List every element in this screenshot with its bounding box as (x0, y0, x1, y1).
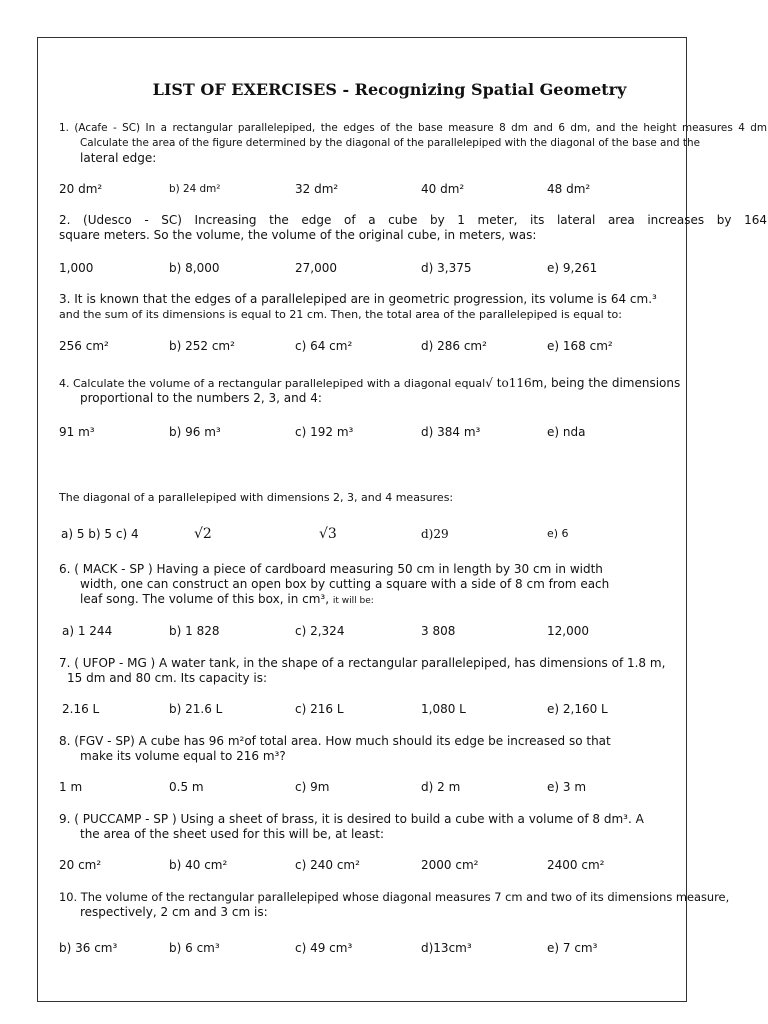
option: 32 dm² (295, 182, 339, 196)
option: 256 cm² (59, 339, 109, 353)
question-2 (59, 213, 767, 243)
question-6-options (59, 623, 759, 639)
question-3-line-2: and the sum of its dimensions is equal to 21 cm. Then, the total area of the parallelepiped is equal to: (59, 308, 622, 321)
page-title: LIST OF EXERCISES - Recognizing Spatial Geometry (152, 80, 627, 99)
option: a) 1 244 (62, 624, 113, 638)
option: e) nda (547, 425, 586, 439)
option: b) 36 cm³ (59, 941, 118, 955)
option: 1,080 L (421, 702, 466, 716)
question-6-text: leaf song. The volume of this box, in cm³, (80, 592, 330, 606)
question-8-options (59, 779, 759, 795)
question-9-line-2: the area of the sheet used for this will be, at least: (80, 827, 385, 841)
option: 12,000 (547, 624, 589, 638)
option: e) 3 m (547, 780, 587, 794)
option: c) 192 m³ (295, 425, 354, 439)
option: e) 6 (547, 527, 569, 540)
option: b) 40 cm² (169, 858, 228, 872)
option: d)29 (421, 527, 449, 541)
question-6-text-small: it will be: (332, 596, 374, 606)
question-6 (59, 562, 767, 609)
question-1-line-2: Calculate the area of the figure determined by the diagonal of the parallelepiped with the diagonal of the base and the (80, 137, 700, 149)
question-3-options (59, 338, 759, 354)
option: 40 dm² (421, 182, 465, 196)
option: d)13cm³ (421, 941, 472, 955)
option: b) 21.6 L (169, 702, 223, 716)
question-5-line-1: The diagonal of a parallelepiped with dimensions 2, 3, and 4 measures: (59, 491, 454, 504)
option: 2400 cm² (547, 858, 605, 872)
option: 0.5 m (169, 780, 204, 794)
option: 1,000 (59, 261, 94, 275)
question-10-line-2: respectively, 2 cm and 3 cm is: (80, 905, 268, 919)
question-9 (59, 812, 767, 842)
option: b) 252 cm² (169, 339, 235, 353)
question-2-line-1: 2. (Udesco - SC) Increasing the edge of a cube by 1 meter, its lateral area increases by 164 (59, 213, 767, 227)
option: b) 8,000 (169, 261, 220, 275)
question-4-text-end: m, being the dimensions (531, 376, 681, 390)
option: 1 m (59, 780, 83, 794)
option: c) 64 cm² (295, 339, 353, 353)
question-1 (59, 121, 767, 166)
question-8-line-1: 8. (FGV - SP) A cube has 96 m²of total area. How much should its edge be increased so that (59, 734, 611, 748)
question-2-line-2: square meters. So the volume, the volume of the original cube, in meters, was: (59, 228, 537, 242)
option: a) 5 b) 5 c) 4 (61, 527, 139, 541)
option: c) 9m (295, 780, 330, 794)
question-3-line-1: 3. It is known that the edges of a parallelepiped are in geometric progression, its volume is 64 cm.³ (59, 292, 657, 306)
option: e) 2,160 L (547, 702, 608, 716)
option: d) 2 m (421, 780, 461, 794)
question-8-line-2: make its volume equal to 216 m³? (80, 749, 286, 763)
option: 2.16 L (62, 702, 100, 716)
option: c) 49 cm³ (295, 941, 353, 955)
option: b) 96 m³ (169, 425, 221, 439)
question-1-line-3: lateral edge: (80, 151, 157, 165)
question-9-line-1: 9. ( PUCCAMP - SP ) Using a sheet of brass, it is desired to build a cube with a volume of 8 dm³. A (59, 812, 644, 826)
option: c) 216 L (295, 702, 344, 716)
question-4-options (59, 424, 759, 440)
question-6-line-1: 6. ( MACK - SP ) Having a piece of cardboard measuring 50 cm in length by 30 cm in width (59, 562, 603, 576)
option: 48 dm² (547, 182, 591, 196)
question-3 (59, 292, 767, 322)
question-7 (59, 656, 767, 686)
option: c) 240 cm² (295, 858, 360, 872)
question-10 (59, 890, 767, 920)
option: √2 (194, 526, 212, 542)
option: d) 3,375 (421, 261, 472, 275)
question-1-line-1: 1. (Acafe - SC) In a rectangular parallelepiped, the edges of the base measure 8 dm and 6 dm, and the height measures 4 dm (59, 122, 767, 134)
question-7-line-1: 7. ( UFOP - MG ) A water tank, in the shape of a rectangular parallelepiped, has dimensions of 1.8 m, (59, 656, 666, 670)
question-9-options (59, 857, 759, 873)
question-5 (59, 490, 767, 505)
question-1-options (59, 181, 759, 197)
question-7-options (59, 701, 759, 717)
question-4-line-2: proportional to the numbers 2, 3, and 4: (80, 391, 322, 405)
option: e) 7 cm³ (547, 941, 598, 955)
option: 91 m³ (59, 425, 95, 439)
option: b) 24 dm² (169, 183, 221, 195)
question-5-options (59, 526, 759, 542)
option: 20 cm² (59, 858, 102, 872)
question-10-options (59, 940, 759, 956)
option: d) 286 cm² (421, 339, 487, 353)
question-4-text: 4. Calculate the volume of a rectangular parallelepiped with a diagonal equal (59, 377, 486, 390)
question-4 (59, 376, 767, 406)
option: b) 6 cm³ (169, 941, 220, 955)
option: c) 2,324 (295, 624, 345, 638)
option: 20 dm² (59, 182, 103, 196)
question-10-line-1: 10. The volume of the rectangular parallelepiped whose diagonal measures 7 cm and two of its dimensions measure, (59, 890, 730, 904)
option: b) 1 828 (169, 624, 220, 638)
option: 27,000 (295, 261, 337, 275)
option: e) 9,261 (547, 261, 598, 275)
question-4-line-1 (59, 376, 767, 391)
option: 2000 cm² (421, 858, 479, 872)
option: d) 384 m³ (421, 425, 481, 439)
option: e) 168 cm² (547, 339, 613, 353)
question-6-line-3 (59, 592, 767, 609)
sqrt-116: √ to116 (485, 376, 532, 390)
option: √3 (319, 526, 337, 542)
question-6-line-2: width, one can construct an open box by cutting a square with a side of 8 cm from each (80, 577, 610, 591)
question-7-line-2: 15 dm and 80 cm. Its capacity is: (67, 671, 268, 685)
question-2-options (59, 260, 759, 276)
option: 3 808 (421, 624, 456, 638)
question-8 (59, 734, 767, 764)
